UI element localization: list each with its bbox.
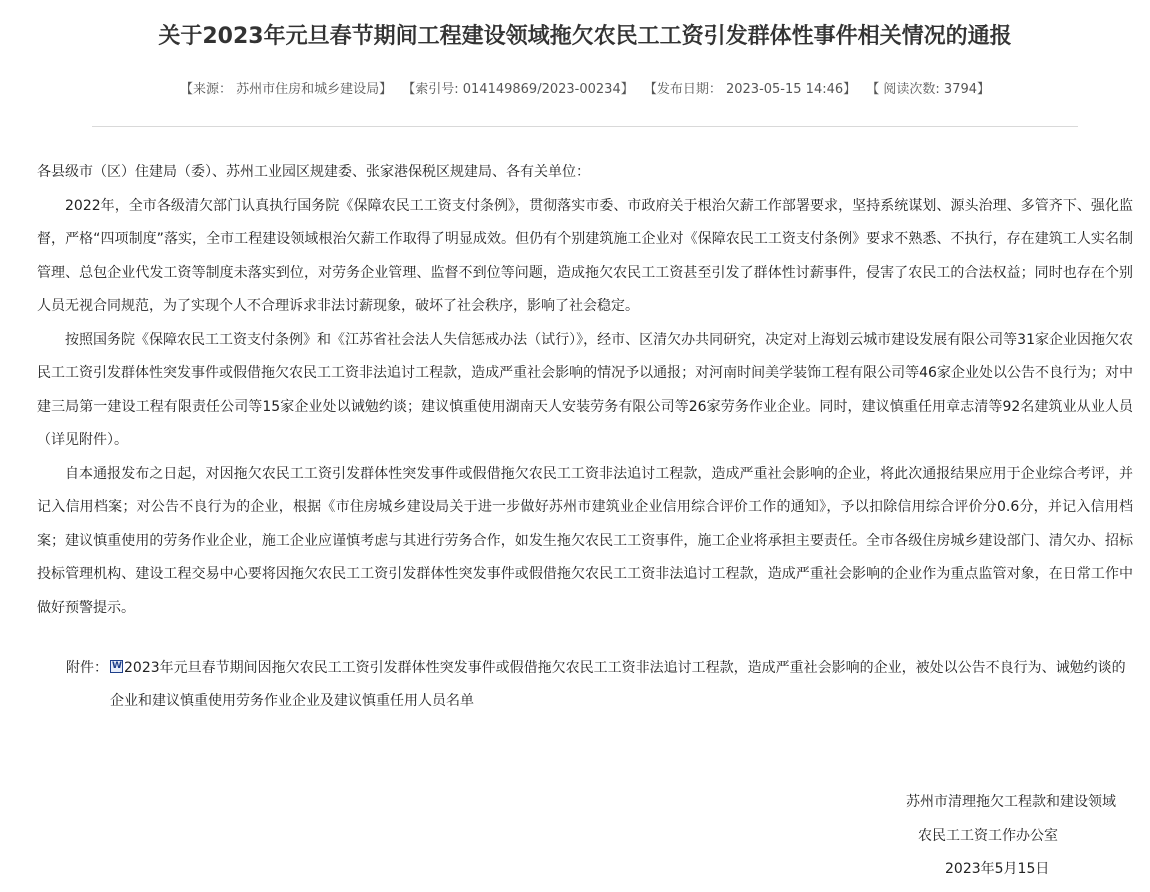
salutation: 各县级市（区）住建局（委）、苏州工业园区规建委、张家港保税区规建局、各有关单位： (37, 164, 590, 180)
signature-date: 2023年5月15日 (945, 861, 1050, 877)
meta-publish-date: 【发布日期： 2023-05-15 14:46】 (643, 82, 857, 97)
signature-org-line-1: 苏州市清理拖欠工程款和建设领域 (906, 794, 1116, 810)
meta-source: 【来源： 苏州市住房和城乡建设局】 (179, 82, 393, 97)
signature-org-line-2: 农民工工资工作办公室 (918, 828, 1058, 844)
article-body (37, 156, 1133, 625)
attachment-link-text: 2023年元旦春节期间因拖欠农民工工资引发群体性突发事件或假借拖欠农民工工资非法追讨工程款，造成严重社会影响的企业，被处以公告不良行为、诫勉约谈的企业和建议慎重使用劳务作业企业及建议慎重任用人员名单 (110, 660, 1126, 709)
meta-index-number: 【索引号: 014149869/2023-00234】 (402, 82, 634, 97)
header-divider (92, 126, 1078, 127)
page-title: 关于2023年元旦春节期间工程建设领域拖欠农民工工资引发群体性事件相关情况的通报 (158, 23, 1012, 49)
attachment-link[interactable] (110, 660, 1126, 709)
attachment-content (110, 652, 1136, 718)
word-document-icon (110, 660, 123, 673)
attachment-label: 附件： (66, 660, 108, 676)
body-paragraph-3: 自本通报发布之日起，对因拖欠农民工工资引发群体性突发事件或假借拖欠农民工工资非法追讨工程款，造成严重社会影响的企业，将此次通报结果应用于企业综合考评，并记入信用档案；对公告不良行为的企业，根据《市住房城乡建设局关于进一步做好苏州市建筑业企业信用综合评价工作的通知》，予以扣除信用综合评价分0.6分，并记入信用档案；建议慎重使用的劳务作业企业，施工企业应谨慎考虑与其进行劳务合作，如发生拖欠农民工工资事件，施工企业将承担主要责任。全市各级住房城乡建设部门、清欠办、招标投标管理机构、建设工程交易中心要将因拖欠农民工工资引发群体性突发事件或假借拖欠农民工工资非法追讨工程款，造成严重社会影响的企业作为重点监管对象，在日常工作中做好预警提示。 (37, 465, 1133, 616)
body-paragraph-1: 2022年，全市各级清欠部门认真执行国务院《保障农民工工资支付条例》，贯彻落实市委、市政府关于根治欠薪工作部署要求，坚持系统谋划、源头治理、多管齐下、强化监督，严格“四项制度”落实，全市工程建设领域根治欠薪工作取得了明显成效。但仍有个别建筑施工企业对《保障农民工工资支付条例》要求不熟悉、不执行，存在建筑工人实名制管理、总包企业代发工资等制度未落实到位，对劳务企业管理、监督不到位等问题，造成拖欠农民工工资甚至引发了群体性讨薪事件，侵害了农民工的合法权益；同时也存在个别人员无视合同规范，为了实现个人不合理诉求非法讨薪现象，破坏了社会秩序，影响了社会稳定。 (37, 197, 1133, 314)
article-meta (0, 80, 1150, 100)
body-paragraph-2: 按照国务院《保障农民工工资支付条例》和《江苏省社会法人失信惩戒办法（试行）》，经市、区清欠办共同研究，决定对上海划云城市建设发展有限公司等31家企业因拖欠农民工工资引发群体性突发事件或假借拖欠农民工工资非法追讨工程款，造成严重社会影响的情况予以通报；对河南时间美学装饰工程有限公司等46家企业处以公告不良行为；对中建三局第一建设工程有限责任公司等15家企业处以诫勉约谈；建议慎重使用湖南天人安装劳务有限公司等26家劳务作业企业。同时，建议慎重任用章志清等92名建筑业从业人员（详见附件）。 (37, 331, 1133, 448)
attachment-section (66, 652, 1136, 718)
meta-read-count: 【 阅读次数: 3794】 (866, 82, 991, 97)
